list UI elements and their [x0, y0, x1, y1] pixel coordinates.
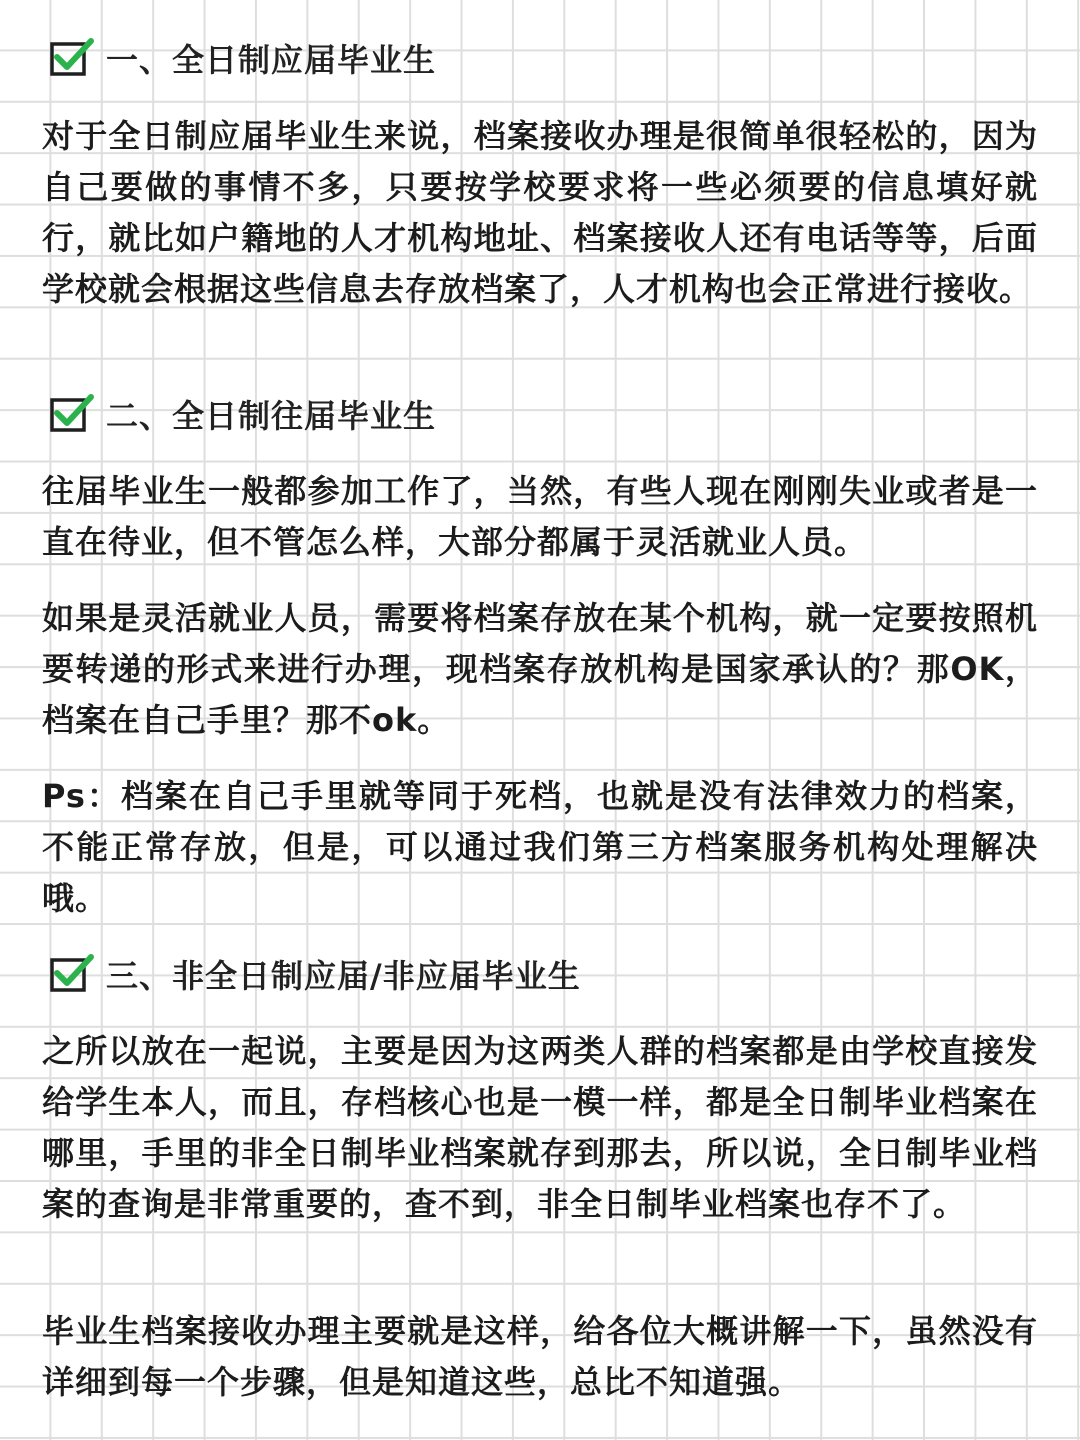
section-title: 一、全日制应届毕业生 — [106, 41, 437, 79]
paragraph: 如果是灵活就业人员，需要将档案存放在某个机构，就一定要按照机要转递的形式来进行办理，现档案存放机构是国家承认的？那OK，档案在自己手里？那不ok。 — [42, 599, 1038, 739]
section-heading-2 — [50, 392, 436, 436]
green-check-icon — [50, 954, 94, 994]
paragraph: 之所以放在一起说，主要是因为这两类人群的档案都是由学校直接发给学生本人，而且，存档核心也是一模一样，都是全日制毕业档案在哪里，手里的非全日制毕业档案就存到那去，所以说，全日制毕业档案的查询是非常重要的，查不到，非全日制毕业档案也存不了。 — [42, 1032, 1038, 1223]
green-check-icon — [50, 394, 94, 434]
paragraph: 往届毕业生一般都参加工作了，当然，有些人现在刚刚失业或者是一直在待业，但不管怎么样，大部分都属于灵活就业人员。 — [42, 472, 1038, 561]
paragraph: 毕业生档案接收办理主要就是这样，给各位大概讲解一下，虽然没有详细到每一个步骤，但是知道这些，总比不知道强。 — [42, 1312, 1038, 1401]
section-title: 二、全日制往届毕业生 — [106, 397, 437, 435]
section-heading-1 — [50, 36, 436, 80]
green-check-icon — [50, 38, 94, 78]
paragraph: Ps：档案在自己手里就等同于死档，也就是没有法律效力的档案，不能正常存放，但是，可以通过我们第三方档案服务机构处理解决哦。 — [42, 777, 1038, 917]
paragraph: 对于全日制应届毕业生来说，档案接收办理是很简单很轻松的，因为自己要做的事情不多，只要按学校要求将一些必须要的信息填好就行，就比如户籍地的人才机构地址、档案接收人还有电话等等，后面学校就会根据这些信息去存放档案了，人才机构也会正常进行接收。 — [42, 117, 1038, 308]
section-heading-3 — [50, 952, 581, 996]
section-title: 三、非全日制应届/非应届毕业生 — [106, 957, 581, 995]
